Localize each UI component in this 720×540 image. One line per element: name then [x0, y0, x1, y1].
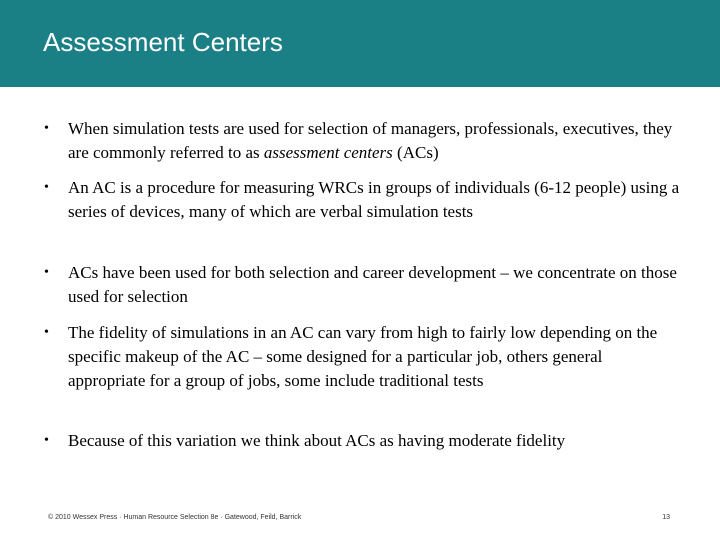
bullet-icon: •: [44, 121, 49, 136]
bullet-item-4: [44, 321, 684, 429]
bullet-item-3: [44, 261, 684, 321]
bullet-icon: •: [44, 265, 49, 280]
bullet-text-5: Because of this variation we think about ACs as having moderate fidelity: [68, 431, 566, 450]
bullet-text-3: ACs have been used for both selection and career development – we concentrate on those used for selection: [68, 263, 677, 306]
bullet-list: [44, 117, 684, 453]
bullet-icon: •: [44, 180, 49, 195]
bullet-text-1-after: (ACs): [392, 143, 439, 162]
bullet-item-1: [44, 117, 684, 176]
bullet-text-1: [68, 117, 684, 165]
bullet-item-2: [44, 176, 684, 261]
bullet-text-1-lead: When simulation tests are used for selection of managers, professionals, executives, they are commonly referred to as: [68, 119, 673, 162]
page-number: 13: [662, 514, 670, 521]
bullet-icon: •: [44, 433, 49, 448]
bullet-icon: •: [44, 325, 49, 340]
footer-copyright: © 2010 Wessex Press · Human Resource Selection 8e · Gatewood, Feild, Barrick: [48, 514, 302, 521]
bullet-text-2: An AC is a procedure for measuring WRCs in groups of individuals (6-12 people) using a series of devices, many of which are verbal simulation tests: [68, 178, 680, 221]
bullet-item-5: [44, 429, 684, 453]
bullet-text-4: The fidelity of simulations in an AC can vary from high to fairly low depending on the specific makeup of the AC – some designed for a particular job, others general appropriate for a group of jobs, some include traditional tests: [68, 323, 658, 390]
bullet-text-1-emphasis: assessment centers: [263, 143, 393, 162]
slide-title: Assessment Centers: [43, 27, 283, 57]
title-bar: [0, 0, 720, 87]
